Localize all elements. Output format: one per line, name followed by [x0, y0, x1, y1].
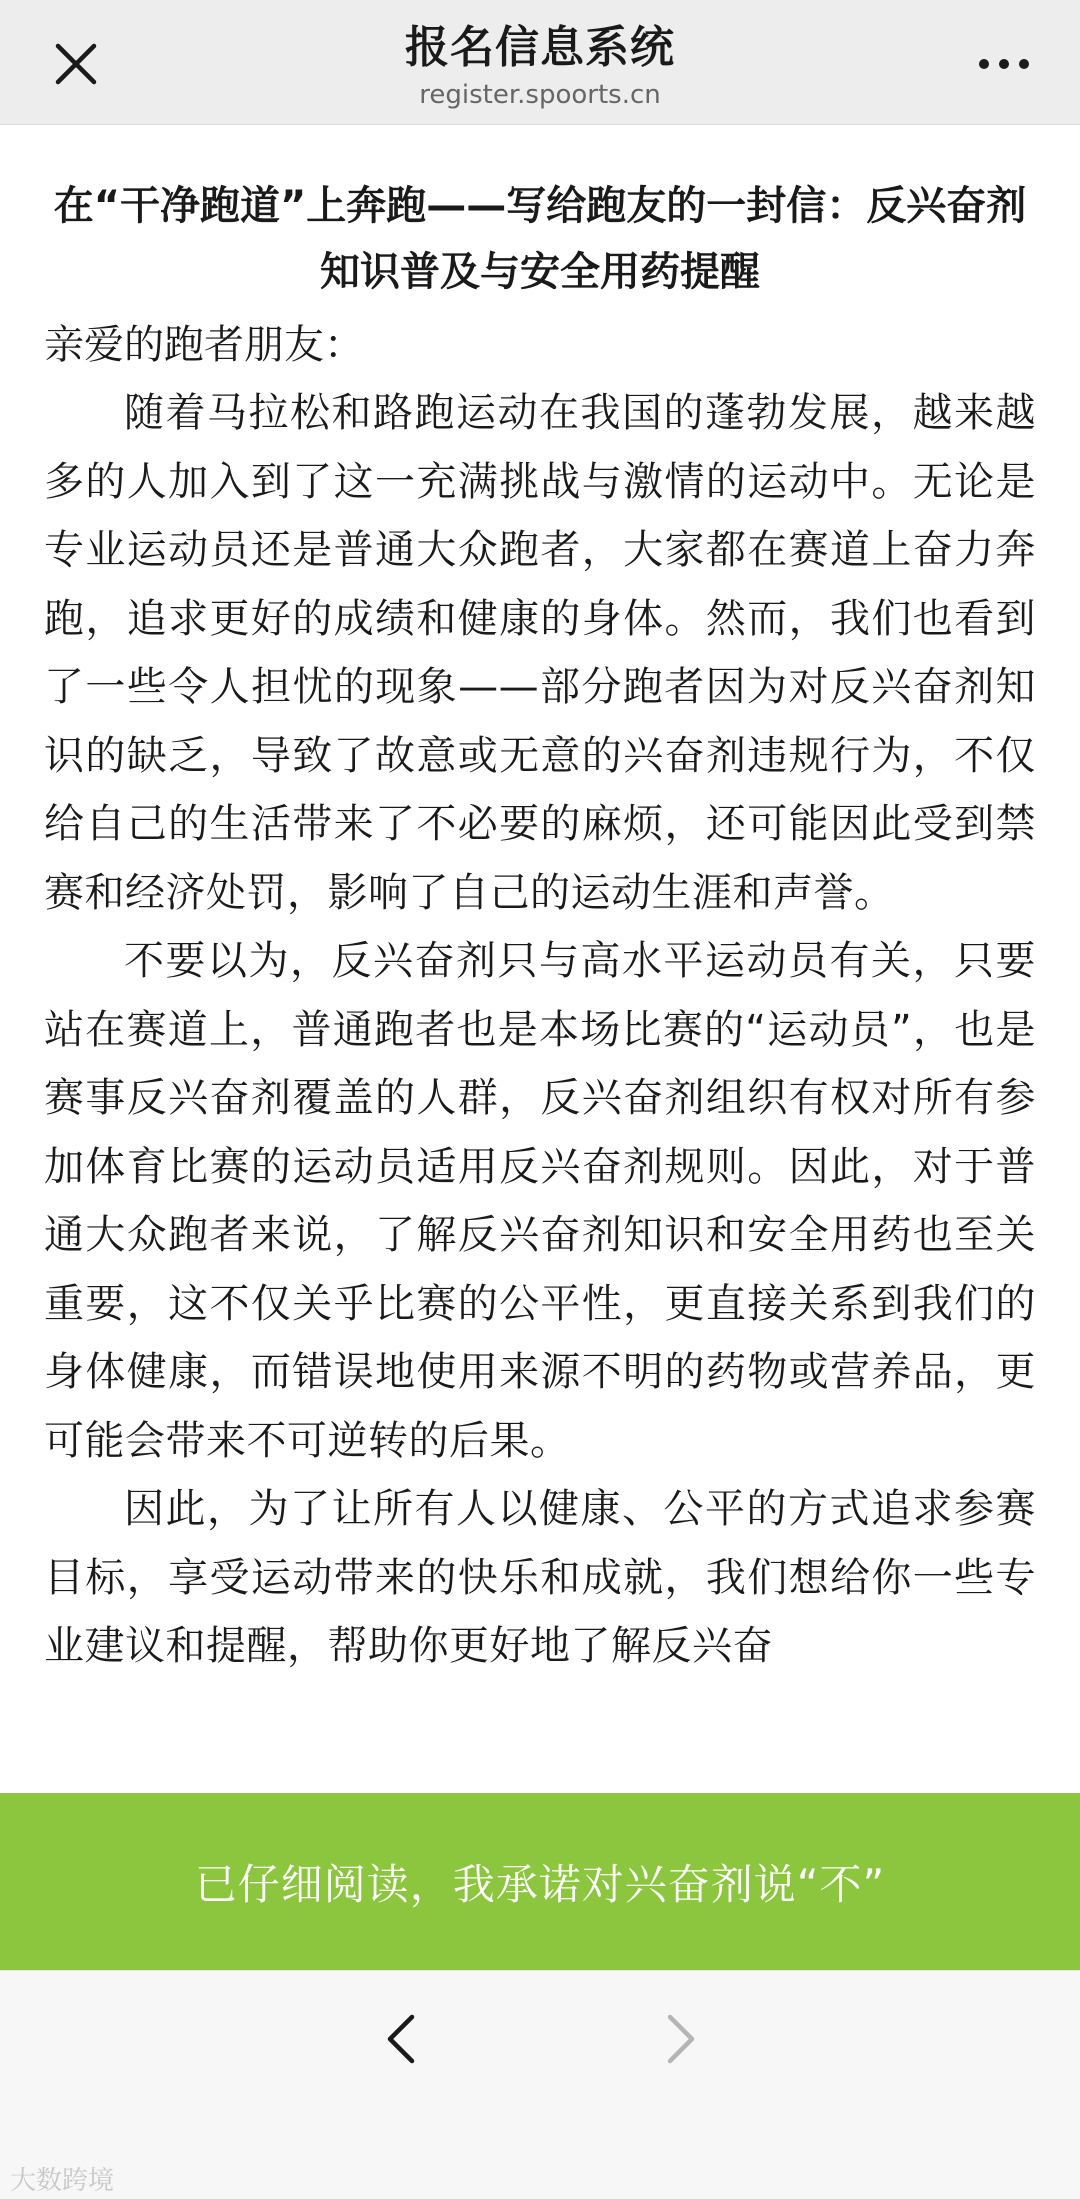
more-button[interactable] [974, 48, 1034, 80]
more-icon [974, 48, 1034, 80]
promise-button-label: 已仔细阅读，我承诺对兴奋剂说“不” [194, 1859, 886, 1909]
page-domain: register.spoorts.cn [419, 80, 661, 110]
browser-header [0, 0, 1080, 125]
header-title-group [200, 20, 880, 112]
bottom-navigation [0, 1970, 1080, 2199]
article-title: 在“干净跑道”上奔跑——写给跑友的一封信：反兴奋剂知识普及与安全用药提醒 [53, 183, 1027, 295]
chevron-left-icon [380, 2011, 424, 2067]
close-icon [46, 34, 106, 94]
article-scroll-area[interactable] [0, 125, 1080, 1793]
close-button[interactable] [46, 34, 106, 94]
promise-button[interactable] [0, 1793, 1080, 1970]
forward-button[interactable] [658, 2011, 702, 2067]
article-greeting: 亲爱的跑者朋友： [44, 322, 364, 368]
page-title: 报名信息系统 [405, 22, 675, 73]
chevron-right-icon [658, 2011, 702, 2067]
watermark: 大数跨境 [10, 2166, 115, 2196]
article-paragraph: 不要以为，反兴奋剂只与高水平运动员有关，只要站在赛道上，普通跑者也是本场比赛的“运动员”，也是赛事反兴奋剂覆盖的人群，反兴奋剂组织有权对所有参加体育比赛的运动员适用反兴奋剂规则。因此，对于普通大众跑者来说，了解反兴奋剂知识和安全用药也至关重要，这不仅关乎比赛的公平性，更直接关系到我们的身体健康，而错误地使用来源不明的药物或营养品，更可能会带来不可逆转的后果。 [44, 938, 1036, 1464]
article [0, 125, 1080, 1681]
article-paragraph: 因此，为了让所有人以健康、公平的方式追求参赛目标，享受运动带来的快乐和成就，我们想给你一些专业建议和提醒，帮助你更好地了解反兴奋 [44, 1486, 1036, 1669]
back-button[interactable] [380, 2011, 424, 2067]
article-paragraph: 随着马拉松和路跑运动在我国的蓬勃发展，越来越多的人加入到了这一充满挑战与激情的运动中。无论是专业运动员还是普通大众跑者，大家都在赛道上奋力奔跑，追求更好的成绩和健康的身体。然而，我们也看到了一些令人担忧的现象——部分跑者因为对反兴奋剂知识的缺乏，导致了故意或无意的兴奋剂违规行为，不仅给自己的生活带来了不必要的麻烦，还可能因此受到禁赛和经济处罚，影响了自己的运动生涯和声誉。 [44, 390, 1036, 916]
